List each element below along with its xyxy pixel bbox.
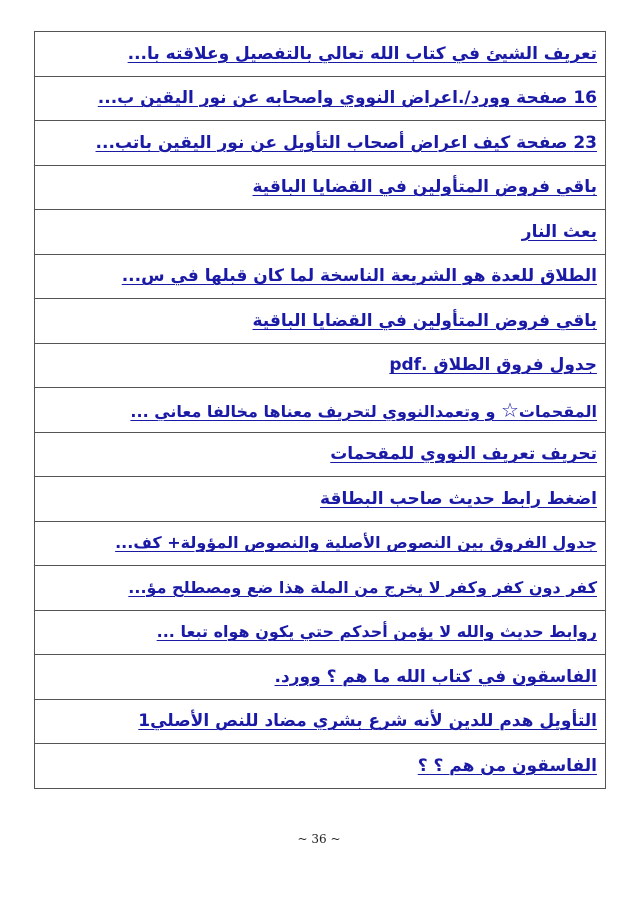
document-link[interactable]: الفاسقون من هم ؟ ؟ xyxy=(417,755,597,776)
table-cell xyxy=(35,254,606,299)
table-cell xyxy=(35,477,606,522)
document-link[interactable]: روابط حديث والله لا يؤمن أحدكم حتي يكون هواه تبعا ... xyxy=(156,622,597,642)
table-cell xyxy=(35,299,606,344)
table-row xyxy=(35,299,606,344)
table-row xyxy=(35,210,606,255)
table-row xyxy=(35,343,606,388)
table-row xyxy=(35,121,606,166)
table-row xyxy=(35,76,606,121)
table-cell xyxy=(35,388,606,433)
document-link[interactable] xyxy=(130,397,597,422)
table-cell xyxy=(35,566,606,611)
table-row xyxy=(35,477,606,522)
document-link[interactable]: التأويل هدم للدين لأنه شرع بشري مضاد للنص الأصلي1 xyxy=(138,711,597,732)
table-cell xyxy=(35,521,606,566)
table-row xyxy=(35,521,606,566)
table-row xyxy=(35,32,606,77)
document-link[interactable]: باقي فروض المتأولين في القضايا الباقية xyxy=(252,177,597,198)
document-link[interactable]: 23 صفحة كيف اعراض أصحاب التأويل عن نور اليقين باتب... xyxy=(95,132,597,153)
document-link[interactable]: 16 صفحة وورد/.اعراض النووي واصحابه عن نور اليقين ب... xyxy=(97,88,597,109)
table-cell xyxy=(35,343,606,388)
table-row xyxy=(35,388,606,433)
table-cell xyxy=(35,76,606,121)
document-link[interactable]: اضغط رابط حديث صاحب البطاقة xyxy=(320,488,597,509)
table-cell xyxy=(35,121,606,166)
table-row xyxy=(35,699,606,744)
link-text-start: المقحمات xyxy=(518,401,597,421)
table-cell xyxy=(35,655,606,700)
table-row xyxy=(35,566,606,611)
document-link[interactable]: تحريف تعريف النووي للمقحمات xyxy=(330,444,597,465)
table-cell xyxy=(35,165,606,210)
table-row xyxy=(35,655,606,700)
table-cell xyxy=(35,744,606,789)
document-link[interactable]: الفاسقون في كتاب الله ما هم ؟ وورد. xyxy=(274,666,597,687)
table-row xyxy=(35,610,606,655)
table-row xyxy=(35,165,606,210)
table-cell xyxy=(35,32,606,77)
document-link[interactable]: جدول فروق الطلاق .pdf xyxy=(389,355,597,376)
page-number: ~ 36 ~ xyxy=(297,832,341,846)
document-link[interactable]: كفر دون كفر وكفر لا يخرج من الملة هذا ضع ومصطلح مؤ... xyxy=(128,577,597,597)
table-row xyxy=(35,744,606,789)
document-link[interactable]: جدول الفروق بين النصوص الأصلية والنصوص المؤولة+ كف... xyxy=(115,533,597,553)
star-icon: ☆ xyxy=(500,397,519,422)
table-cell xyxy=(35,610,606,655)
links-table xyxy=(34,31,606,789)
table-cell xyxy=(35,210,606,255)
document-link[interactable]: تعريف الشيئ في كتاب الله تعالي بالتفصيل وعلاقته با... xyxy=(127,43,597,64)
document-link[interactable]: بعث النار xyxy=(521,221,597,242)
document-link[interactable]: باقي فروض المتأولين في القضايا الباقية xyxy=(252,310,597,331)
table-row xyxy=(35,254,606,299)
link-text-end: و وتعمدالنووي لتحريف معناها مخالفا معاني ... xyxy=(130,401,501,421)
table-cell xyxy=(35,699,606,744)
table-row xyxy=(35,432,606,477)
table-cell xyxy=(35,432,606,477)
document-link[interactable]: الطلاق للعدة هو الشريعة الناسخة لما كان قبلها في س... xyxy=(121,266,597,287)
